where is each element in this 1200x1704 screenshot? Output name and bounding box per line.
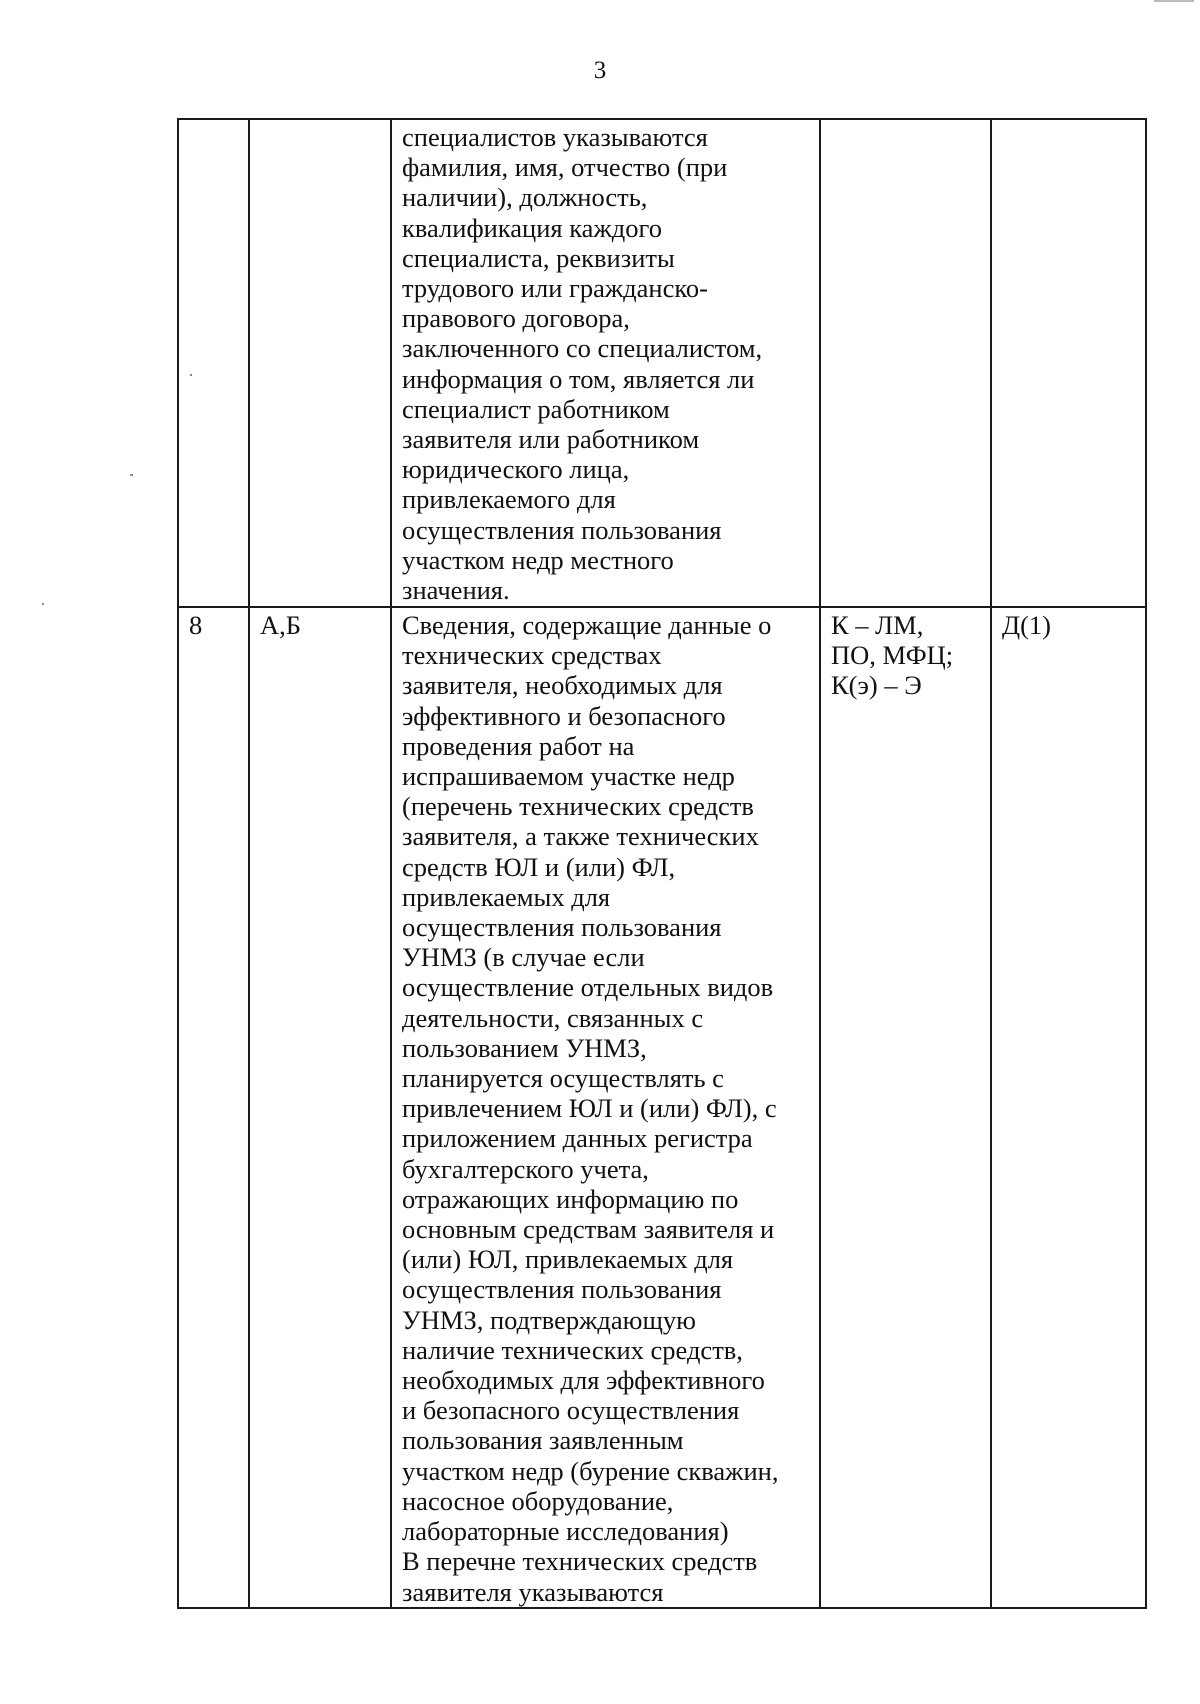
page-number: 3 <box>593 57 607 84</box>
scan-speck <box>130 474 133 476</box>
cell-document-code: Д(1) <box>991 607 1146 1608</box>
cell-category: А,Б <box>249 607 391 1608</box>
cell-row-number <box>178 119 249 607</box>
scan-edge-mark <box>1154 0 1194 2</box>
cell-row-number: 8 <box>178 607 249 1608</box>
cell-description: специалистов указываются фамилия, имя, отчество (при наличии), должность, квалификация каждого специалиста, реквизиты трудового или гражданско- правового договора, заключенного со специалистом, информация о том, является ли специалист работником заявителя или работником юридического лица, привлекаемого для осуществления пользования участком недр местного значения. <box>391 119 820 607</box>
cell-description: Сведения, содержащие данные о технических средствах заявителя, необходимых для эффективного и безопасного проведения работ на испрашиваемом участке недр (перечень технических средств заявителя, а также технических средств ЮЛ и (или) ФЛ, привлекаемых для осуществления пользования УНМЗ (в случае если осуществление отдельных видов деятельности, связанных с пользованием УНМЗ, планируется осуществлять с привлечением ЮЛ и (или) ФЛ), с приложением данных регистра бухгалтерского учета, отражающих информацию по основным средствам заявителя и (или) ЮЛ, привлекаемых для осуществления пользования УНМЗ, подтверждающую наличие технических средств, необходимых для эффективного и безопасного осуществления пользования заявленным участком недр (бурение скважин, насосное оборудование, лабораторные исследования) В перечне технических средств заявителя указываются <box>391 607 820 1608</box>
table-row-8 <box>178 607 1146 1608</box>
requirements-table <box>177 118 1147 1609</box>
cell-document-code <box>991 119 1146 607</box>
cell-submission-form: К – ЛМ, ПО, МФЦ; К(э) – Э <box>820 607 991 1608</box>
table-row-continuation <box>178 119 1146 607</box>
cell-submission-form <box>820 119 991 607</box>
scan-speck <box>42 603 44 605</box>
cell-category <box>249 119 391 607</box>
